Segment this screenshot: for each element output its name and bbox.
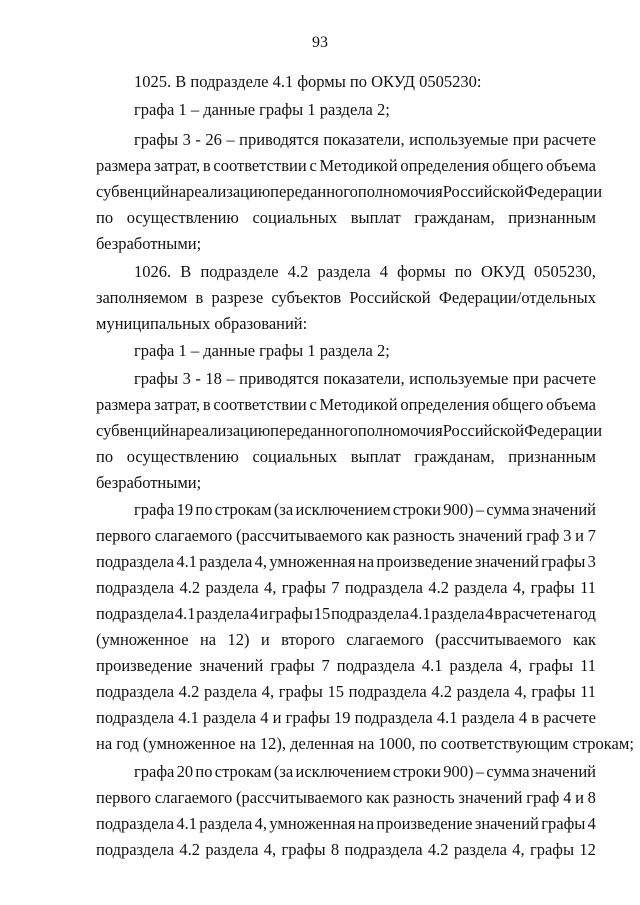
- text-line: графы 3 - 18 – приводятся показатели, используемые при расчете: [134, 369, 596, 388]
- text-line: размера затрат, в соответствии с Методикой определения общего объема: [96, 395, 596, 414]
- text-line: подраздела 4.1 раздела 4, умноженная на произведение значений графы 4: [96, 814, 596, 833]
- text-line: произведение значений графы 7 подраздела 4.1 раздела 4, графы 11: [96, 656, 596, 675]
- text-line: графа 1 – данные графы 1 раздела 2;: [134, 100, 390, 119]
- text-line: графа 20 по строкам (за исключением строки 900) – сумма значений: [134, 762, 596, 781]
- text-line: безработными;: [96, 234, 202, 253]
- text-line: подраздела 4.2 раздела 4, графы 7 подраздела 4.2 раздела 4, графы 11: [96, 578, 596, 597]
- text-line: на год (умноженное на 12), деленная на 1000, по соответствующим строкам;: [96, 734, 634, 753]
- text-line: 1026. В подразделе 4.2 раздела 4 формы по ОКУД 0505230,: [134, 262, 596, 281]
- text-line: первого слагаемого (рассчитываемого как разность значений граф 4 и 8: [96, 788, 596, 807]
- text-line: подраздела 4.1 раздела 4 и графы 15 подраздела 4.1 раздела 4 в расчете на год: [96, 604, 596, 623]
- text-line: первого слагаемого (рассчитываемого как разность значений граф 3 и 7: [96, 526, 596, 545]
- text-line: (умноженное на 12) и второго слагаемого (рассчитываемого как: [96, 630, 596, 649]
- text-line: графы 3 - 26 – приводятся показатели, используемые при расчете: [134, 130, 596, 149]
- text-line: графа 1 – данные графы 1 раздела 2;: [134, 341, 390, 360]
- text-line: субвенций на реализацию переданного полномочия Российской Федерации: [96, 421, 603, 440]
- text-line: подраздела 4.1 раздела 4 и графы 19 подраздела 4.1 раздела 4 в расчете: [96, 708, 596, 727]
- page-number: 93: [312, 34, 328, 51]
- text-line: подраздела 4.2 раздела 4, графы 8 подраздела 4.2 раздела 4, графы 12: [96, 840, 596, 859]
- text-line: графа 19 по строкам (за исключением строки 900) – сумма значений: [134, 500, 596, 519]
- text-line: заполняемом в разрезе субъектов Российской Федерации/отдельных: [96, 288, 596, 307]
- text-line: размера затрат, в соответствии с Методикой определения общего объема: [96, 156, 596, 175]
- text-line: 1025. В подразделе 4.1 формы по ОКУД 0505230:: [134, 72, 482, 91]
- text-line: подраздела 4.2 раздела 4, графы 15 подраздела 4.2 раздела 4, графы 11: [96, 682, 596, 701]
- text-line: подраздела 4.1 раздела 4, умноженная на произведение значений графы 3: [96, 552, 596, 571]
- text-line: субвенций на реализацию переданного полномочия Российской Федерации: [96, 182, 603, 201]
- text-line: безработными;: [96, 473, 202, 492]
- text-line: по осуществлению социальных выплат гражданам, признанным: [96, 447, 596, 466]
- text-line: муниципальных образований:: [96, 314, 308, 333]
- text-line: по осуществлению социальных выплат гражданам, признанным: [96, 208, 596, 227]
